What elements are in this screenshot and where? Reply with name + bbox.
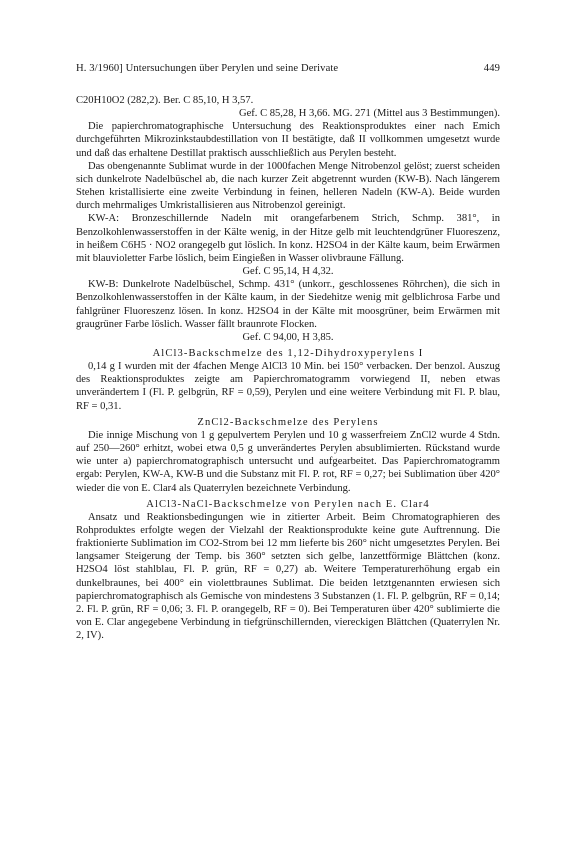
paragraph-zncl2: Die innige Mischung von 1 g gepulvertem Perylen und 10 g wasserfreiem ZnCl2 wurde 4 Stdn. auf 250—260° erhitzt, wobei etwa 0,5 g unverändertes Perylen absublimierten. Rückstand wurde wie unter a) papierchromatographisch untersucht und aufgearbeitet. Das Papierchromatogramm ergab: Perylen, KW-A, KW-B und die Substanz mit Fl. P. rot, RF = 0,27; bei Sublimation über 420° wieder die von E. Clar4 als Quaterrylen bezeichnete Verbindung. (76, 429, 500, 494)
formula-line: C20H10O2 (282,2). Ber. C 85,10, H 3,57. (76, 95, 254, 106)
running-header (76, 63, 500, 74)
paragraph-kw-b: KW-B: Dunkelrote Nadelbüschel, Schmp. 431° (unkorr., geschlossenes Röhrchen), die sich in Benzolkohlenwasserstoffen in der Kälte kaum, in der Siedehitze wenig mit gelblichrosa Farbe und fahlgrüner Fluoreszenz lösen. In konz. H2SO4 in der Kälte mit moosgrüner, beim Erwärmen mit graugrüner Farbe löslich. Wasser fällt braunrote Flocken. (76, 279, 500, 330)
paragraph-sublimate: Das obengenannte Sublimat wurde in der 1000fachen Menge Nitrobenzol gelöst; zuerst scheiden sich dunkelrote Nadelbüschel ab, die nach kurzer Zeit abgetrennt wurden (KW-B). Nach längerem Stehen kristallisierte eine zweite Verbindung in feinen, helleren Nadeln (KW-A). Beide wurden durch mehrmaliges Umkristallisieren aus Nitrobenzol gereinigt. (76, 160, 500, 212)
found-analysis-line: Gef. C 85,28, H 3,66. MG. 271 (Mittel aus 3 Bestimmungen). (238, 108, 500, 120)
section-heading-alcl3: AlCl3-Backschmelze des 1,12-Dihydroxyperylens I (152, 347, 424, 359)
paragraph-alcl3: 0,14 g I wurden mit der 4fachen Menge AlCl3 10 Min. bei 150° verbacken. Der benzol. Auszug des Reaktionsproduktes zeigte am Papierchromatogramm vorwiegend II, neben etwas unverändertem I (Fl. P. gelbgrün, RF = 0,59), Perylen und eine weitere Verbindung mit Fl. P. blau, RF = 0,31. (76, 361, 500, 412)
section-heading-alcl3-nacl: AlCl3-NaCl-Backschmelze von Perylen nach E. Clar4 (146, 498, 430, 510)
section-heading-zncl2: ZnCl2-Backschmelze des Perylens (197, 416, 379, 428)
paragraph-alcl3-nacl: Ansatz und Reaktionsbedingungen wie in zitierter Arbeit. Beim Chromatographieren des Rohproduktes erfolgte wegen der Vielzahl der Reaktionsprodukte keine gute Auftrennung. Die fraktionierte Sublimation im CO2-Strom bei 12 mm lieferte bis 260° nicht umgesetztes Perylen. Bei langsamer Steigerung der Temp. bis 360° setzten sich gelbe, lanzettförmige Blättchen (konz. H2SO4 löst stahlblau, Fl. P. grün, RF = 0,27) ab. Weitere Temperaturerhöhung ergab ein dunkelbraunes, bei 400° ein violettbraunes Sublimat. Die beiden letztgenannten erwiesen sich papierchromatographisch als Gemische von mindestens 3 Substanzen (1. Fl. P. gelbgrün, RF = 0,14; 2. Fl. P. grün, RF = 0,06; 3. Fl. P. orangegelb, RF = 0). Bei Temperaturen über 420° sublimierte die von E. Clar angegebene Verbindung in tiefgrünschillernden, viereckigen Blättchen (Quaterrylen Nr. 2, IV). (76, 511, 500, 642)
paragraph-paper-chromatography: Die papierchromatographische Untersuchung des Reaktionsproduktes einer nach Emich durchgeführten Mikrozinkstaubdestillation von II bestätigte, daß II vollkommen umgesetzt wurde und daß das erhaltene Destillat praktisch ausschließlich aus Perylen besteht. (76, 121, 500, 159)
page-number: 449 (483, 63, 500, 74)
running-header-title: H. 3/1960] Untersuchungen über Perylen und seine Derivate (76, 63, 339, 74)
found-analysis-kw-b: Gef. C 94,00, H 3,85. (242, 331, 334, 343)
found-analysis-kw-a: Gef. C 95,14, H 4,32. (242, 266, 334, 278)
paragraph-kw-a: KW-A: Bronzeschillernde Nadeln mit orangefarbenem Strich, Schmp. 381°, in Benzolkohlenwasserstoffen in der Kälte wenig, in der Hitze gelb mit leuchtendgrüner Fluoreszenz, in heißem C6H5 · NO2 orangegelb gut löslich. In konz. H2SO4 in der Kälte kaum, beim Erwärmen mit blauvioletter Farbe löslich, beim Eingießen in Wasser olivbraune Fällung. (76, 213, 500, 264)
article-body (76, 94, 500, 642)
